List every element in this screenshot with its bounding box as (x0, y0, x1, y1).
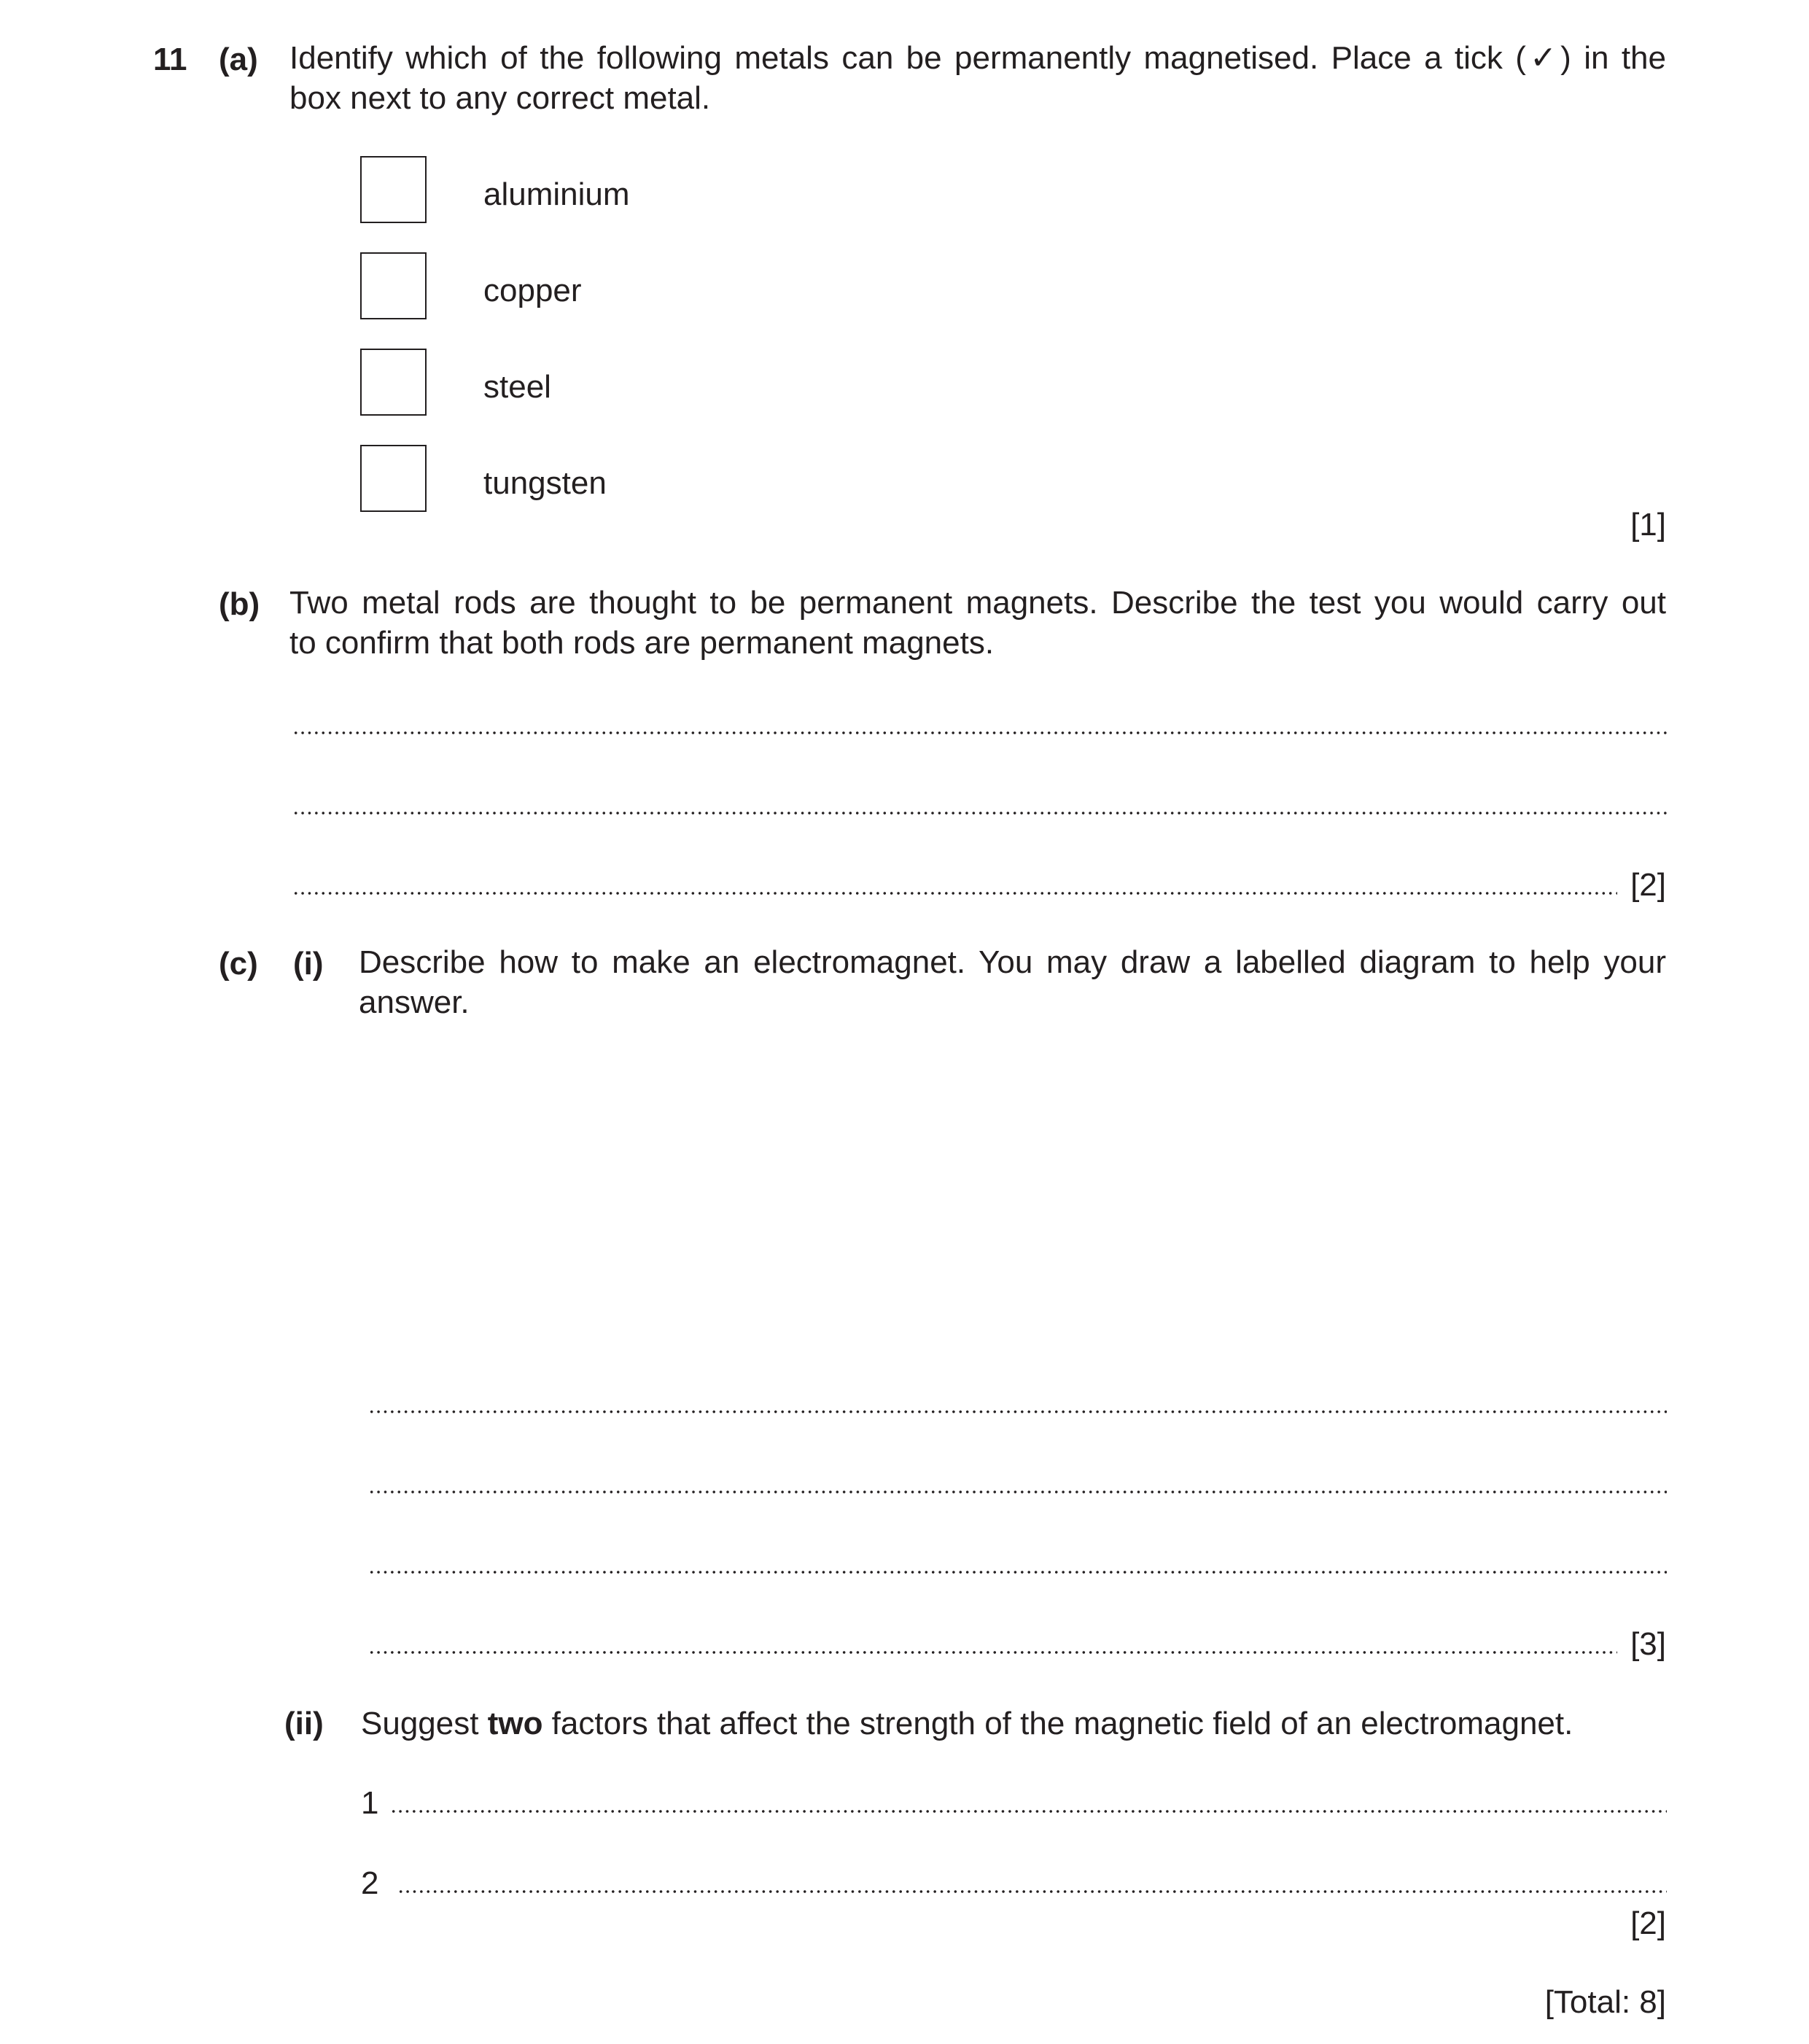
part-c-i-answer-line-4[interactable] (368, 1651, 1617, 1654)
part-b-answer-line-3[interactable] (292, 892, 1617, 895)
part-c-ii-label: (ii) (284, 1706, 324, 1741)
part-c-i-question-text (359, 942, 1666, 1022)
part-c-i-answer-line-3[interactable] (368, 1571, 1667, 1574)
part-b-marks: [2] (1630, 867, 1666, 903)
part-a-label: (a) (219, 42, 258, 77)
part-c-i-text-line-1: Describe how to make an electromagnet. You may draw a labelled diagram to help your (359, 944, 1666, 980)
tick-box-aluminium[interactable] (360, 156, 427, 223)
factor-2-answer-line[interactable] (397, 1890, 1667, 1893)
tick-box-copper[interactable] (360, 252, 427, 319)
part-b-text-line-2: to confirm that both rods are permanent magnets. (289, 625, 995, 661)
part-c-ii-text-bold: two (487, 1706, 543, 1741)
part-b-label: (b) (219, 586, 260, 622)
factor-number-1: 1 (361, 1785, 379, 1821)
part-c-i-text-line-2: answer. (359, 984, 470, 1020)
part-c-ii-text-after: factors that affect the strength of the magnetic field of an electromagnet. (542, 1706, 1573, 1741)
tick-box-tungsten[interactable] (360, 445, 427, 512)
tick-box-steel[interactable] (360, 349, 427, 416)
part-c-label: (c) (219, 946, 258, 982)
part-c-ii-marks: [2] (1630, 1905, 1666, 1941)
factor-1-answer-line[interactable] (390, 1810, 1667, 1813)
diagram-drawing-area[interactable] (359, 1025, 1666, 1367)
part-b-answer-line-1[interactable] (292, 731, 1667, 734)
part-c-i-label: (i) (293, 946, 324, 982)
part-a-marks: [1] (1630, 507, 1666, 543)
part-b-question-text (289, 583, 1666, 663)
option-label-aluminium: aluminium (483, 176, 630, 212)
part-b-answer-line-2[interactable] (292, 812, 1667, 815)
part-c-i-answer-line-1[interactable] (368, 1410, 1667, 1413)
option-label-steel: steel (483, 369, 551, 405)
part-a-text-line-1: Identify which of the following metals can be permanently magnetised. Place a tick (✓) in the (289, 40, 1666, 76)
factor-number-2: 2 (361, 1865, 379, 1901)
part-c-ii-text-before: Suggest (361, 1706, 488, 1741)
part-c-i-answer-line-2[interactable] (368, 1491, 1667, 1493)
option-label-copper: copper (483, 273, 582, 308)
part-c-ii-question-text (361, 1708, 1573, 1740)
question-number: 11 (153, 42, 187, 77)
option-label-tungsten: tungsten (483, 465, 607, 501)
part-b-text-line-1: Two metal rods are thought to be permanent magnets. Describe the test you would carry out (289, 585, 1666, 621)
part-a-question-text (289, 38, 1666, 118)
part-c-i-marks: [3] (1630, 1626, 1666, 1662)
part-a-text-line-2: box next to any correct metal. (289, 80, 711, 116)
total-marks: [Total: 8] (1544, 1984, 1666, 2020)
